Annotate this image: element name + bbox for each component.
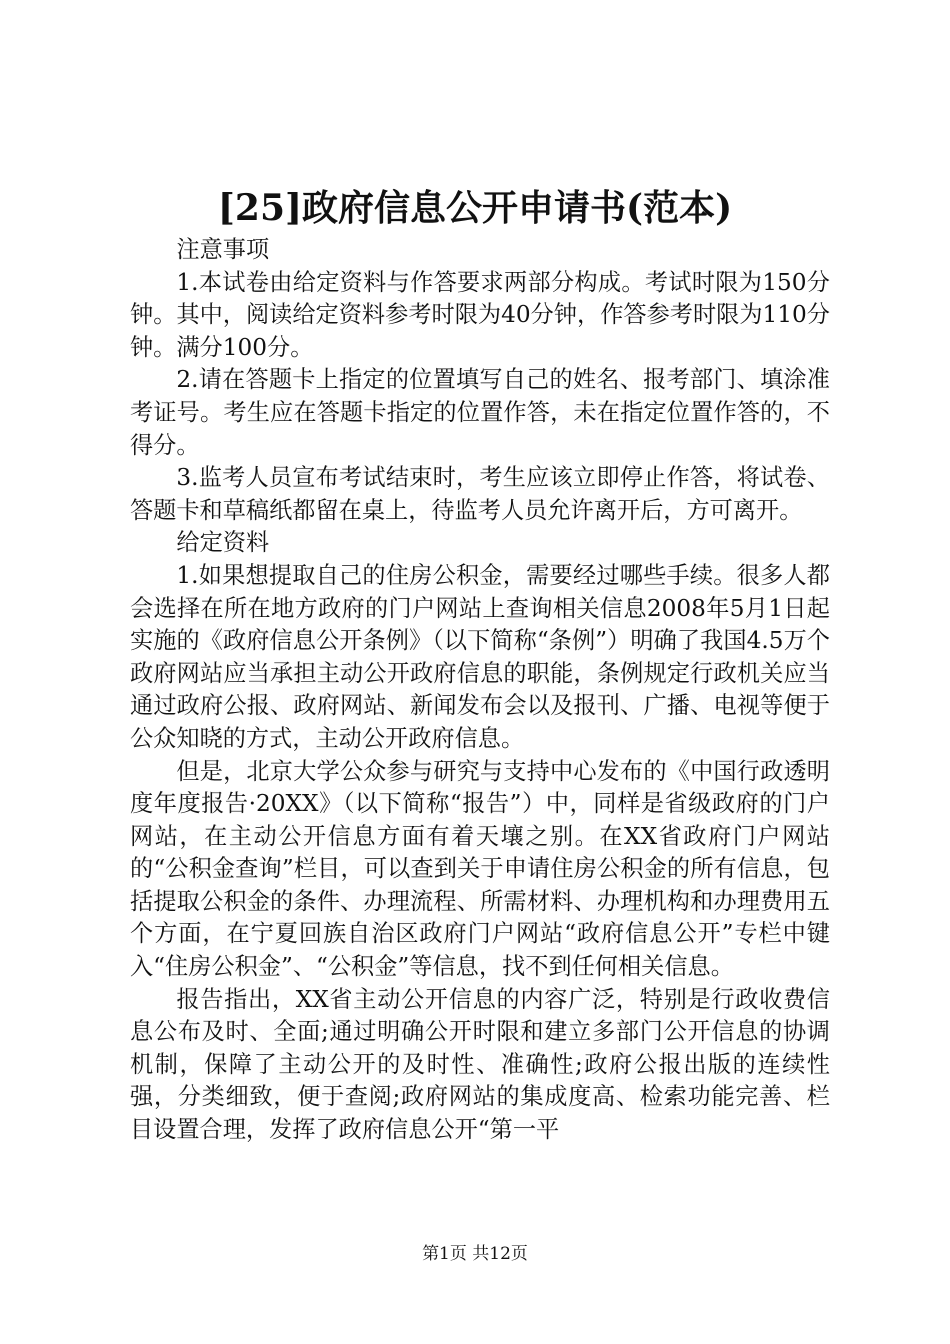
paragraph: 3.监考人员宣布考试结束时，考生应该立即停止作答，将试卷、答题卡和草稿纸都留在桌上，待监考人员允许离开后，方可离开。 bbox=[130, 464, 830, 524]
paragraph: 但是，北京大学公众参与研究与支持中心发布的《中国行政透明度年度报告·20XX》（以下简称“报告”）中，同样是省级政府的门户网站，在主动公开信息方面有着天壤之别。在XX省政府门户网站的“公积金查询”栏目，可以查到关于申请住房公积金的所有信息，包括提取公积金的条件、办理流程、所需材料、办理机构和办理费用五个方面，在宁夏回族自治区政府门户网站“政府信息公开”专栏中键入“住房公积金”、“公积金”等信息，找不到任何相关信息。 bbox=[130, 757, 830, 981]
paragraph: 1.如果想提取自己的住房公积金，需要经过哪些手续。很多人都会选择在所在地方政府的门户网站上查询相关信息2008年5月1日起实施的《政府信息公开条例》（以下简称“条例”）明确了我国4.5万个政府网站应当承担主动公开政府信息的职能，条例规定行政机关应当通过政府公报、政府网站、新闻发布会以及报刊、广播、电视等便于公众知晓的方式，主动公开政府信息。 bbox=[130, 561, 830, 752]
paragraph: 报告指出，XX省主动公开信息的内容广泛，特别是行政收费信息公布及时、全面;通过明确公开时限和建立多部门公开信息的协调机制，保障了主动公开的及时性、准确性;政府公报出版的连续性强，分类细致，便于查阅;政府网站的集成度高、检索功能完善、栏目设置合理，发挥了政府信息公开“第一平 bbox=[130, 985, 830, 1144]
paragraph: 1.本试卷由给定资料与作答要求两部分构成。考试时限为150分钟。其中，阅读给定资料参考时限为40分钟，作答参考时限为110分钟。满分100分。 bbox=[130, 268, 830, 361]
section-heading-notes: 注意事项 bbox=[176, 236, 270, 263]
section-heading-materials: 给定资料 bbox=[176, 529, 270, 557]
document-title: [25]政府信息公开申请书(范本) bbox=[217, 187, 733, 229]
document-body bbox=[130, 234, 830, 1147]
paragraph: 2.请在答题卡上指定的位置填写自己的姓名、报考部门、填涂准考证号。考生应在答题卡指定的位置作答，未在指定位置作答的，不得分。 bbox=[130, 366, 830, 459]
page-footer: 第1页 共12页 bbox=[422, 1244, 528, 1264]
